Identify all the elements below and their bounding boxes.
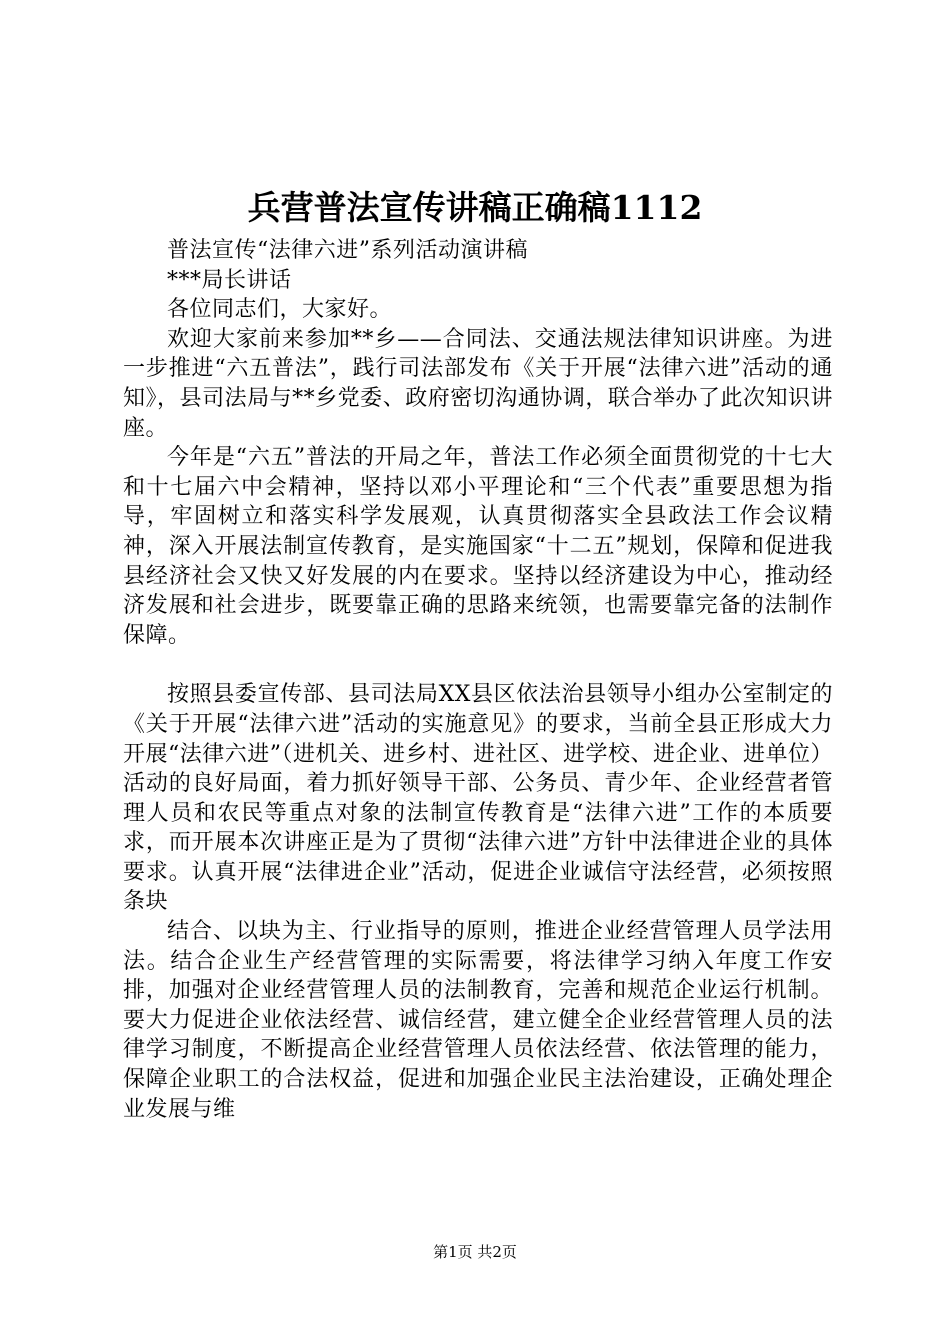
paragraph-background: 今年是“六五”普法的开局之年，普法工作必须全面贯彻党的十七大和十七届六中会精神，坚持以邓小平理论和“三个代表”重要思想为指导，牢固树立和落实科学发展观，认真贯彻落实全县政法工作会议精神，深入开展法制宣传教育，是实施国家“十二五”规划，保障和促进我县经济社会又快又好发展的内在要求。坚持以经济建设为中心，推动经济发展和社会进步，既要靠正确的思路来统领，也需要靠完备的法制作保障。 (123, 445, 833, 648)
paragraph-speaker: ***局长讲话 (167, 267, 292, 293)
document-body (123, 236, 833, 1124)
paragraph-requirements: 按照县委宣传部、县司法局XX县区依法治县领导小组办公室制定的《关于开展“法律六进”活动的实施意见》的要求，当前全县正形成大力开展“法律六进”（进机关、进乡村、进社区、进学校、进企业、进单位）活动的良好局面，着力抓好领导干部、公务员、青少年、企业经营者管理人员和农民等重点对象的法制宣传教育是“法律六进”工作的本质要求，而开展本次讲座正是为了贯彻“法律六进”方针中法律进企业的具体要求。认真开展“法律进企业”活动，促进企业诚信守法经营，必须按照条块 (123, 682, 833, 915)
page-number-footer: 第1页 共2页 (433, 1243, 517, 1261)
paragraph-greeting: 各位同志们，大家好。 (167, 297, 393, 323)
paragraph-subtitle: 普法宣传“法律六进”系列活动演讲稿 (167, 238, 528, 263)
document-title: 兵营普法宣传讲稿正确稿1112 (247, 188, 703, 227)
paragraph-principles: 结合、以块为主、行业指导的原则，推进企业经营管理人员学法用法。结合企业生产经营管理的实际需要，将法律学习纳入年度工作安排，加强对企业经营管理人员的法制教育，完善和规范企业运行机制。要大力促进企业依法经营、诚信经营，建立健全企业经营管理人员的法律学习制度，不断提高企业经营管理人员依法经营、依法管理的能力，保障企业职工的合法权益，促进和加强企业民主法治建设，正确处理企业发展与维 (123, 919, 833, 1122)
paragraph-welcome: 欢迎大家前来参加**乡——合同法、交通法规法律知识讲座。为进一步推进“六五普法”，践行司法部发布《关于开展“法律六进”活动的通知》，县司法局与**乡党委、政府密切沟通协调，联合举办了此次知识讲座。 (123, 326, 833, 441)
paragraph-spacer (123, 650, 833, 680)
